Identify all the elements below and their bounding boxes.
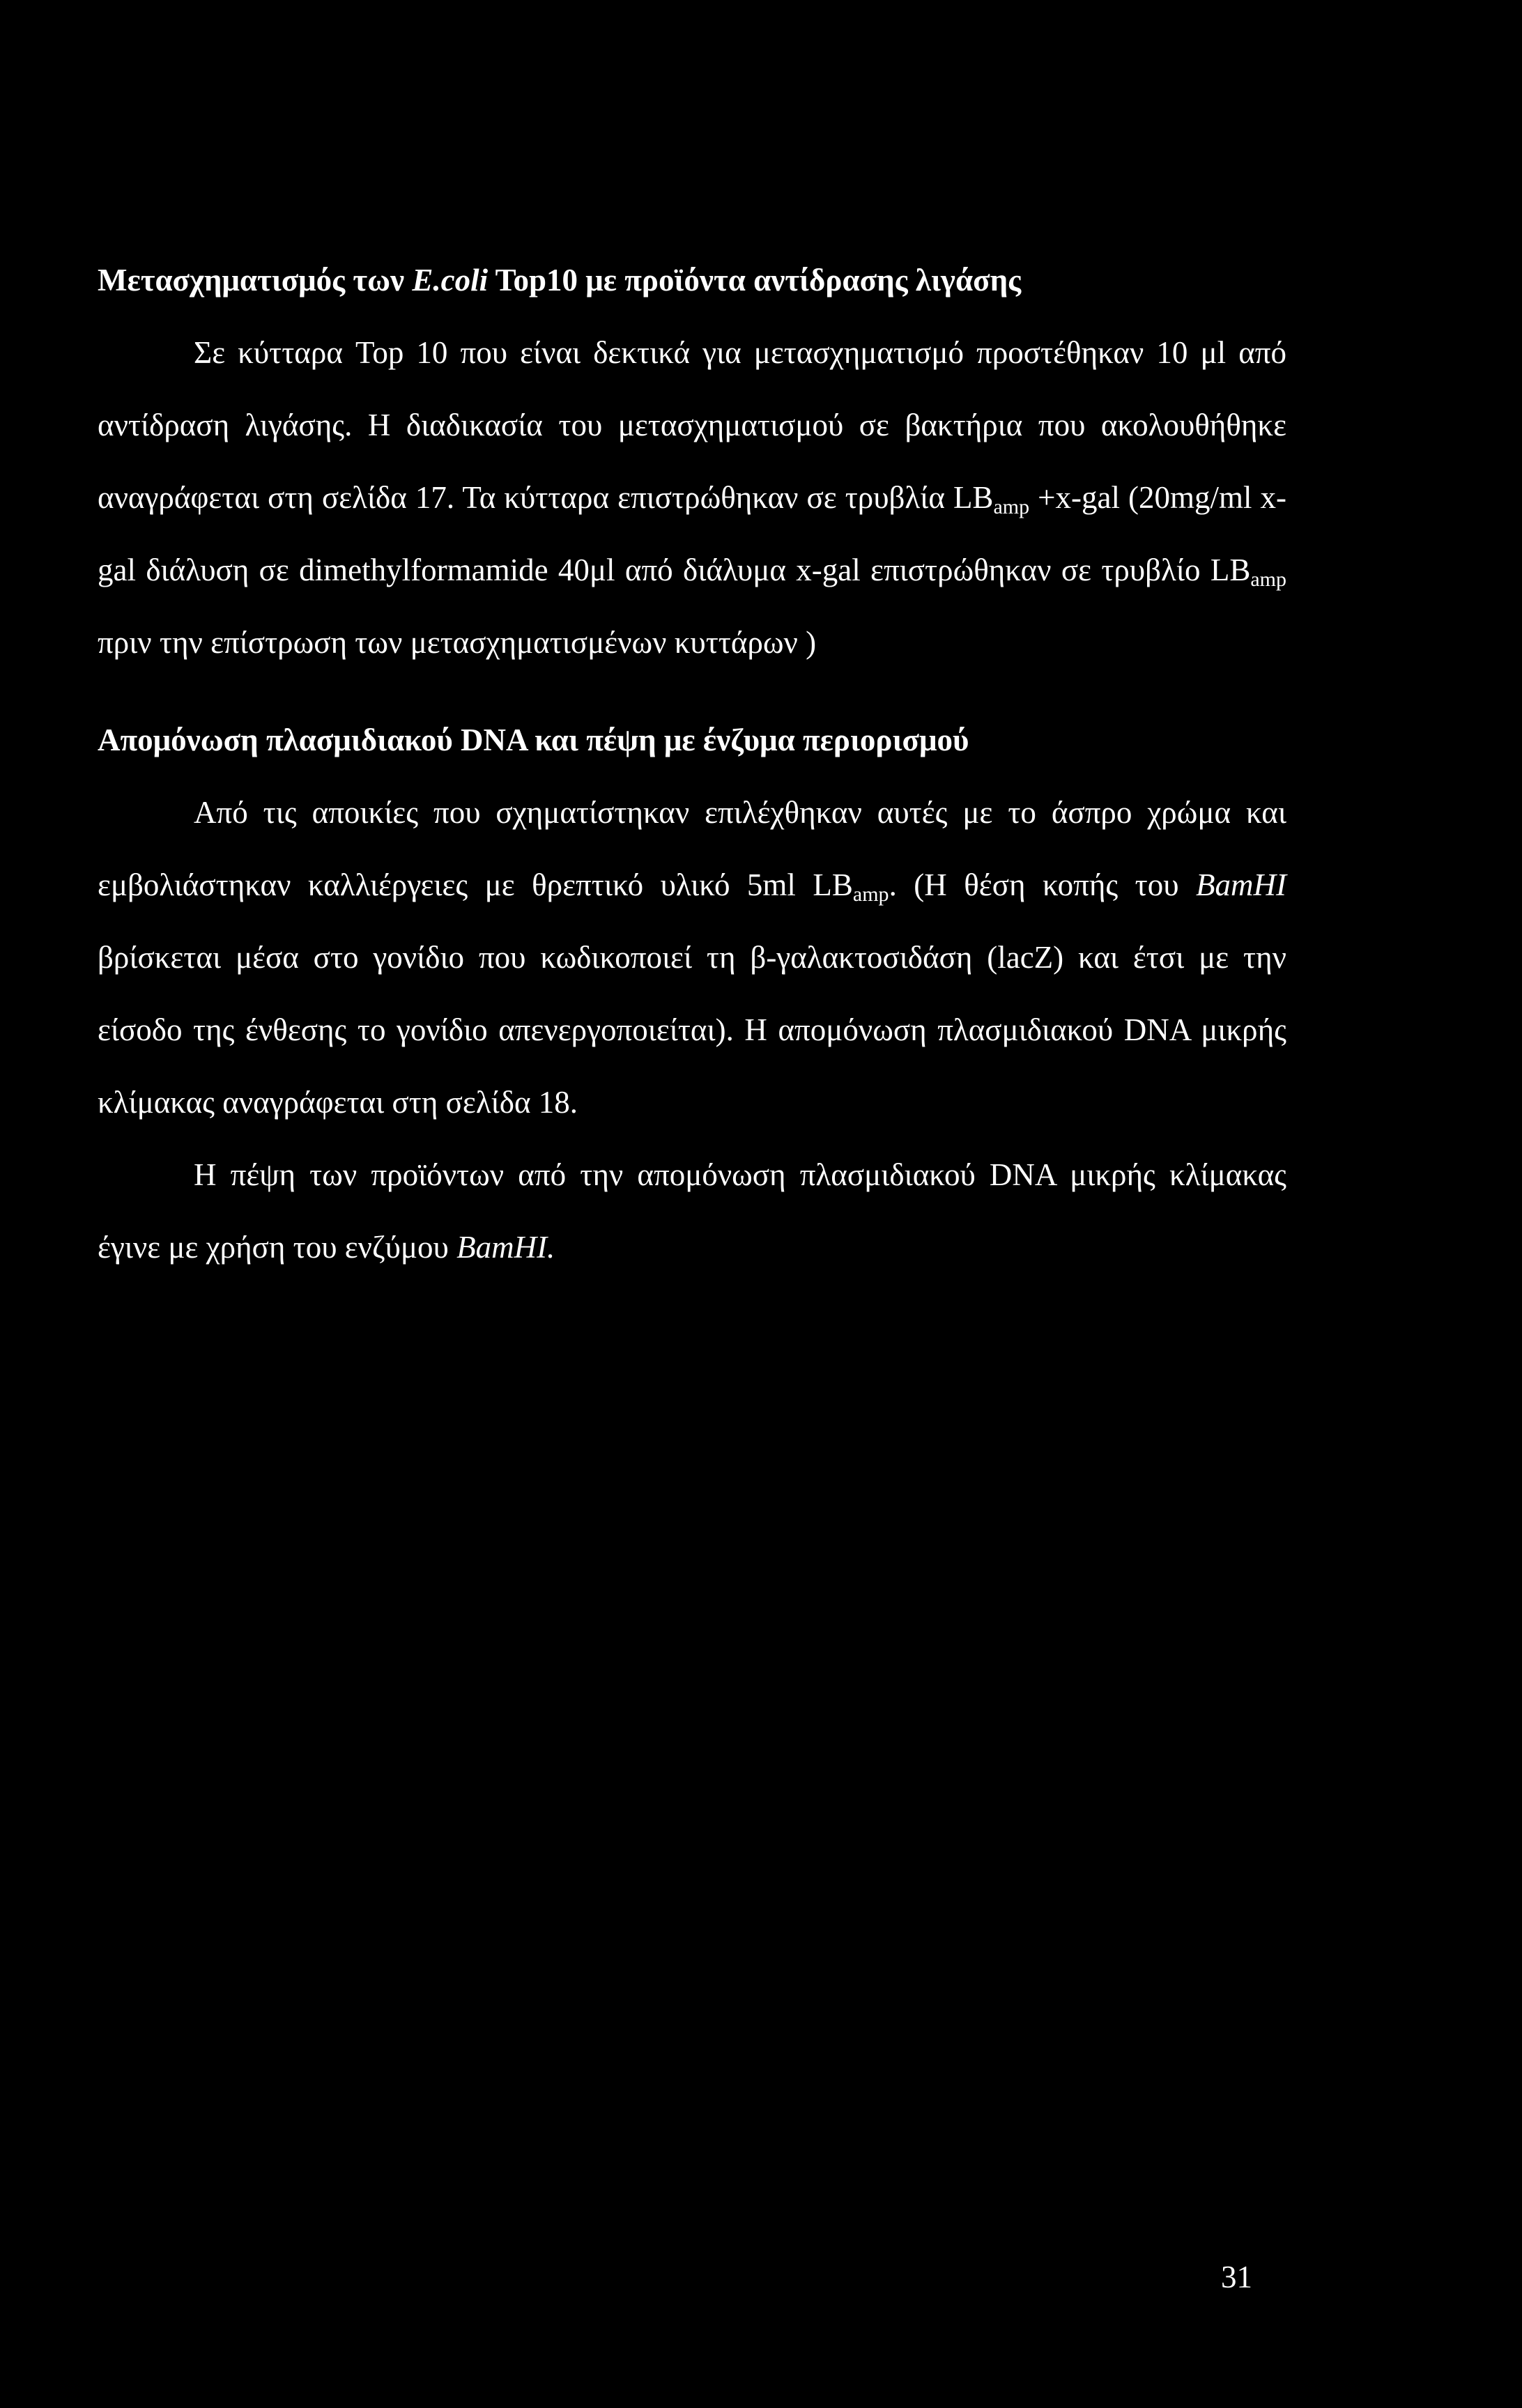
paragraph-text: Η πέψη των προϊόντων από την απομόνωση πλασμιδιακού DNA μικρής κλίμακας έγινε με χρήση του ενζύμου	[98, 1157, 1286, 1265]
subscript-amp: amp	[1250, 568, 1286, 591]
heading-text: Top10 με προϊόντα αντίδρασης λιγάσης	[488, 263, 1022, 298]
paragraph-text: Από τις αποικίες που σχηματίστηκαν επιλέχθηκαν αυτές με το άσπρο χρώμα και εμβολιάστηκαν καλλιέργειες με θρεπτικό υλικό 5ml LB	[98, 795, 1286, 902]
section-heading-transformation	[98, 259, 1286, 301]
page-number: 31	[1221, 2260, 1252, 2294]
paragraph-transformation	[98, 316, 1286, 679]
section-heading-plasmid-isolation: Απομόνωση πλασμιδιακού DNA και πέψη με ένζυμα περιορισμού	[98, 723, 969, 757]
paragraph-plasmid-isolation	[98, 776, 1286, 1139]
paragraph-text: Σε κύτταρα Top 10 που είναι δεκτικά για μετασχηματισμό προστέθηκαν 10 μl από αντίδραση λιγάσης. Η διαδικασία του μετασχηματισμού σε βακτήρια που ακολουθήθηκε αναγράφεται στη σελίδα 17. Τα κύτταρα επιστρώθηκαν σε τρυβλία LB	[98, 335, 1286, 515]
paragraph-digestion	[98, 1139, 1286, 1283]
document-page	[98, 259, 1286, 1283]
paragraph-text: πριν την επίστρωση των μετασχηματισμένων κυττάρων )	[98, 625, 817, 660]
paragraph-text: +x-gal (20mg/ml x-gal διάλυση σε dimethylformamide 40μl από διάλυμα x-gal επιστρώθηκαν σε τρυβλίο LB	[98, 480, 1286, 587]
subscript-amp: amp	[852, 883, 889, 906]
section-gap	[98, 679, 1286, 719]
heading-text: Μετασχηματισμός των	[98, 263, 413, 298]
enzyme-name-italic: BamHI	[1196, 867, 1286, 902]
paragraph-text: βρίσκεται μέσα στο γονίδιο που κωδικοποιεί τη β-γαλακτοσιδάση (lacZ) και έτσι με την είσοδο της ένθεσης το γονίδιο απενεργοποιείται). Η απομόνωση πλασμιδιακού DNA μικρής κλίμακας αναγράφεται στη σελίδα 18.	[98, 940, 1286, 1120]
paragraph-text: . (Η θέση κοπής του	[889, 867, 1197, 902]
enzyme-name-italic: BamHI.	[456, 1230, 555, 1265]
subscript-amp: amp	[993, 495, 1030, 518]
heading-organism-italic: E.coli	[412, 263, 489, 298]
